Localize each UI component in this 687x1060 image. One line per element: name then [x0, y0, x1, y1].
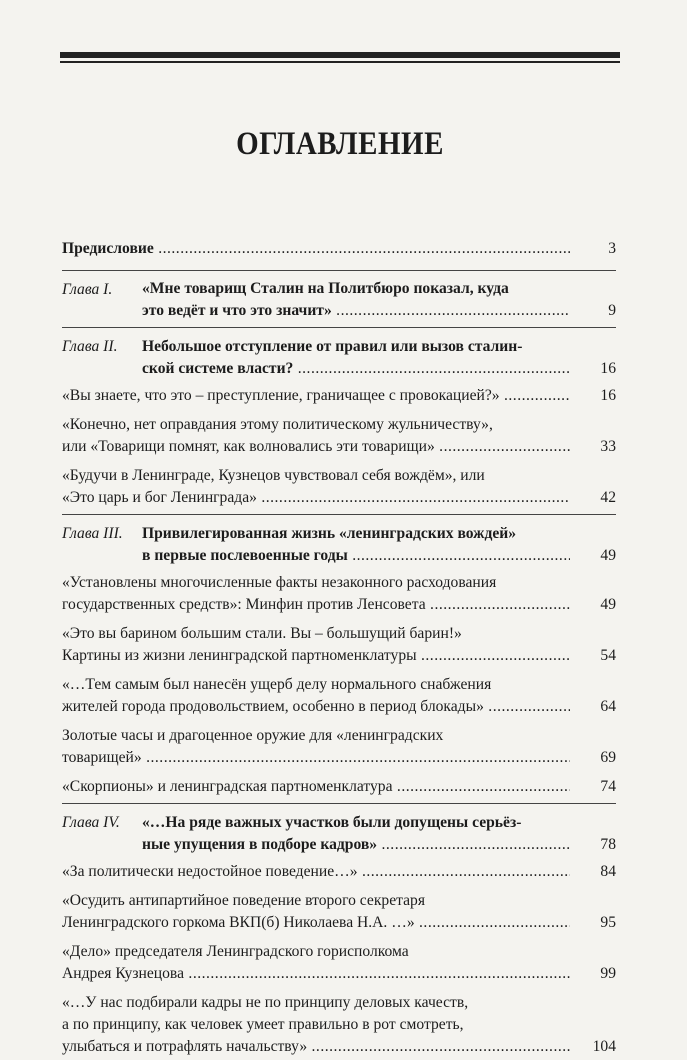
entry-title-line: «…Тем самым был нанесён ущерб делу нормального снабжения	[62, 676, 492, 693]
toc-subsection-entry[interactable]	[62, 936, 616, 985]
entry-title-line: Золотые часы и драгоценное оружие для «ленинградских	[62, 727, 444, 744]
entry-title-line: товарищей» .....	[62, 747, 570, 769]
entry-title-line: ской системе власти? .....	[142, 358, 570, 380]
toc-preface-entry[interactable]	[62, 238, 616, 260]
page-number: 64	[600, 698, 616, 715]
page-number: 9	[608, 302, 616, 319]
toc-chapter-entry[interactable]	[62, 804, 616, 856]
header-rule-thin	[60, 61, 620, 63]
toc-chapter-entry[interactable]	[62, 328, 616, 380]
entry-title-line: «Конечно, нет оправдания этому политическому жульничеству»,	[62, 416, 493, 433]
toc-chapter-entry[interactable]	[62, 515, 616, 567]
page-number: 74	[600, 778, 616, 795]
entry-title-line: «Осудить антипартийное поведение второго секретаря	[62, 892, 426, 909]
toc-subsection-entry[interactable]	[62, 720, 616, 769]
chapter-label: Глава I.	[62, 281, 113, 298]
page-number: 16	[600, 387, 616, 404]
page-number: 3	[608, 240, 616, 257]
page-number: 95	[600, 914, 616, 931]
entry-title-line: Ленинградского горкома ВКП(б) Николаева Н.А. …» .....	[62, 912, 570, 934]
entry-title-line: «Скорпионы» и ленинградская партноменклатура .....	[62, 776, 570, 798]
entry-title-line: в первые послевоенные годы .....	[142, 545, 570, 567]
chapter-label: Глава III.	[62, 525, 123, 542]
page-title: ОГЛАВЛЕНИЕ	[236, 126, 444, 162]
entry-title-line: «Это вы барином большим стали. Вы – большущий барин!»	[62, 625, 462, 642]
entry-title-line: «Мне товарищ Сталин на Политбюро показал, куда	[142, 280, 509, 297]
toc-subsection-entry[interactable]	[62, 409, 616, 458]
entry-title-line: Картины из жизни ленинградской партноменклатуры .....	[62, 645, 570, 667]
toc-subsection-entry[interactable]	[62, 885, 616, 934]
page-number: 42	[600, 489, 616, 506]
entry-title-line: это ведёт и что это значит» .....	[142, 300, 570, 322]
toc-subsection-entry[interactable]	[62, 856, 616, 883]
page-number: 99	[600, 965, 616, 982]
toc-subsection-entry[interactable]	[62, 460, 616, 509]
entry-title-line: «Установлены многочисленные факты незаконного расходования	[62, 574, 497, 591]
toc-subsection-entry[interactable]	[62, 618, 616, 667]
entry-title-line: Небольшое отступление от правил или вызов сталин-	[142, 338, 523, 355]
chapter-label: Глава IV.	[62, 814, 120, 831]
entry-title-line: Привилегированная жизнь «ленинградских вождей»	[142, 525, 517, 542]
page-number: 78	[600, 836, 616, 853]
page-number: 49	[600, 596, 616, 613]
toc-subsection-entry[interactable]	[62, 380, 616, 407]
table-of-contents	[62, 238, 616, 1060]
toc-chapter-entry[interactable]	[62, 271, 616, 322]
chapter-label: Глава II.	[62, 338, 118, 355]
entry-title-line: «Будучи в Ленинграде, Кузнецов чувствовал себя вождём», или	[62, 467, 485, 484]
entry-title-line: а по принципу, как человек умеет правильно в рот смотреть,	[62, 1016, 464, 1033]
toc-subsection-entry[interactable]	[62, 987, 616, 1058]
entry-title-line: «За политически недостойное поведение…» .....	[62, 861, 570, 883]
entry-title-line: улыбаться и потрафлять начальству» .....	[62, 1036, 570, 1058]
header-rule-thick	[60, 52, 620, 58]
toc-subsection-entry[interactable]	[62, 669, 616, 718]
toc-subsection-entry[interactable]	[62, 771, 616, 798]
entry-title-line: или «Товарищи помнят, как волновались эти товарищи» .....	[62, 436, 570, 458]
entry-title-line: «…На ряде важных участков были допущены серьёз-	[142, 814, 522, 831]
page-number: 84	[600, 863, 616, 880]
entry-title-line: «Это царь и бог Ленинграда» .....	[62, 487, 570, 509]
entry-title-line: ные упущения в подборе кадров» .....	[142, 834, 570, 856]
page-number: 33	[600, 438, 616, 455]
entry-title-line: жителей города продовольствием, особенно в период блокады» .....	[62, 696, 570, 718]
toc-subsection-entry[interactable]	[62, 567, 616, 616]
entry-title-line: государственных средств»: Минфин против Ленсовета .....	[62, 594, 570, 616]
entry-title-line: «Вы знаете, что это – преступление, граничащее с провокацией?» .....	[62, 385, 570, 407]
entry-title-line: «…У нас подбирали кадры не по принципу деловых качеств,	[62, 994, 469, 1011]
page-number: 69	[600, 749, 616, 766]
page-number: 54	[600, 647, 616, 664]
page-number: 16	[600, 360, 616, 377]
entry-title-line: «Дело» председателя Ленинградского горисполкома	[62, 943, 409, 960]
entry-title-line: Андрея Кузнецова .....	[62, 963, 570, 985]
page-number: 49	[600, 547, 616, 564]
page-number: 104	[592, 1038, 616, 1055]
entry-title-line: Предисловие .....	[62, 238, 570, 260]
